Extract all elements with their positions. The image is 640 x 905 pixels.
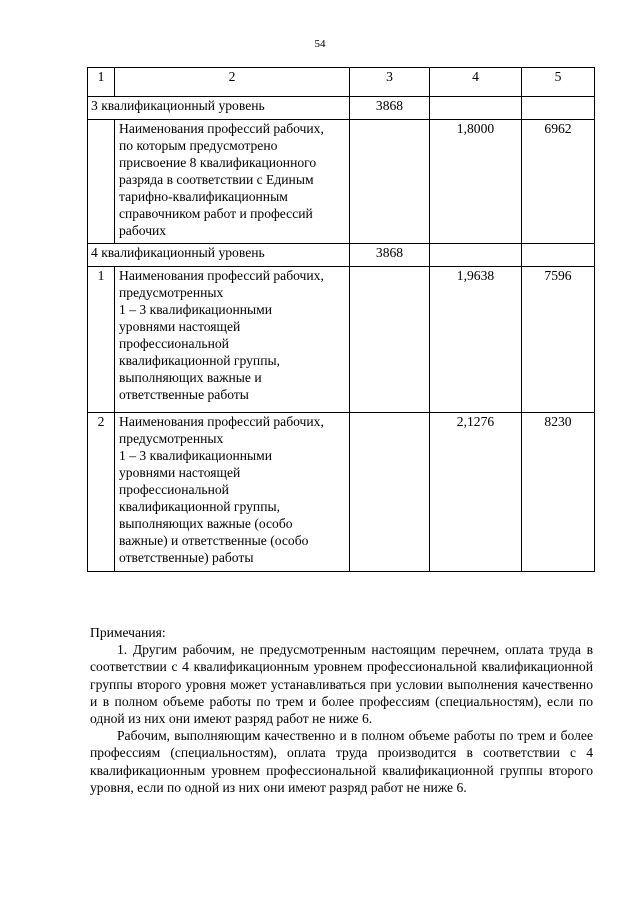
row-number: 1 — [88, 267, 115, 413]
header-col-3: 3 — [350, 68, 430, 97]
coefficient: 1,9638 — [430, 267, 522, 413]
level-4-base-salary: 3868 — [350, 244, 430, 267]
level-3-base-salary: 3868 — [350, 97, 430, 120]
header-col-4: 4 — [430, 68, 522, 97]
table-row — [88, 413, 595, 572]
page-number: 54 — [314, 38, 326, 50]
salary: 6962 — [522, 120, 595, 244]
qualification-table — [87, 67, 595, 572]
level-4-label: 4 квалификационный уровень — [88, 244, 350, 267]
row-number — [88, 120, 115, 244]
level-3-label: 3 квалификационный уровень — [88, 97, 350, 120]
header-col-2: 2 — [115, 68, 350, 97]
profession-description: Наименования профессий рабочих, предусмотренных 1 – 3 квалификационными уровнями настоящей профессиональной квалификационной группы, выполняющих важные (особо важные) и ответственные (особо ответственные) работы — [115, 413, 350, 572]
table-header-row — [88, 68, 595, 97]
notes-title: Примечания: — [90, 625, 166, 640]
note-paragraph-2: Рабочим, выполняющим качественно и в полном объеме работы по трем и более профессиям (специальностям), оплата труда производится в соответствии с 4 квалификационным уровнем профессиональной квалификационной группы второго уровня, если по одной из них они имеют разряд работ не ниже 6. — [90, 728, 593, 795]
header-col-1: 1 — [88, 68, 115, 97]
coefficient: 2,1276 — [430, 413, 522, 572]
level-3-row — [88, 97, 595, 120]
level-4-row — [88, 244, 595, 267]
table-row — [88, 120, 595, 244]
row-number: 2 — [88, 413, 115, 572]
salary: 8230 — [522, 413, 595, 572]
coefficient: 1,8000 — [430, 120, 522, 244]
profession-description: Наименования профессий рабочих, предусмотренных 1 – 3 квалификационными уровнями настоящей профессиональной квалификационной группы, выполняющих важные и ответственные работы — [115, 267, 350, 413]
salary: 7596 — [522, 267, 595, 413]
notes-section — [90, 624, 593, 796]
note-paragraph-1: 1. Другим рабочим, не предусмотренным настоящим перечнем, оплата труда в соответствии с 4 квалификационным уровнем профессиональной квалификационной группы второго уровня может устанавливаться при условии выполнения качественно и в полном объеме работы по трем и более профессиям (специальностям), если по одной из них они имеют разряд работ не ниже 6. — [90, 642, 593, 727]
table-row — [88, 267, 595, 413]
profession-description: Наименования профессий рабочих, по которым предусмотрено присвоение 8 квалификационного разряда в соответствии с Единым тарифно-квалификационным справочником работ и профессий рабочих — [115, 120, 350, 244]
header-col-5: 5 — [522, 68, 595, 97]
